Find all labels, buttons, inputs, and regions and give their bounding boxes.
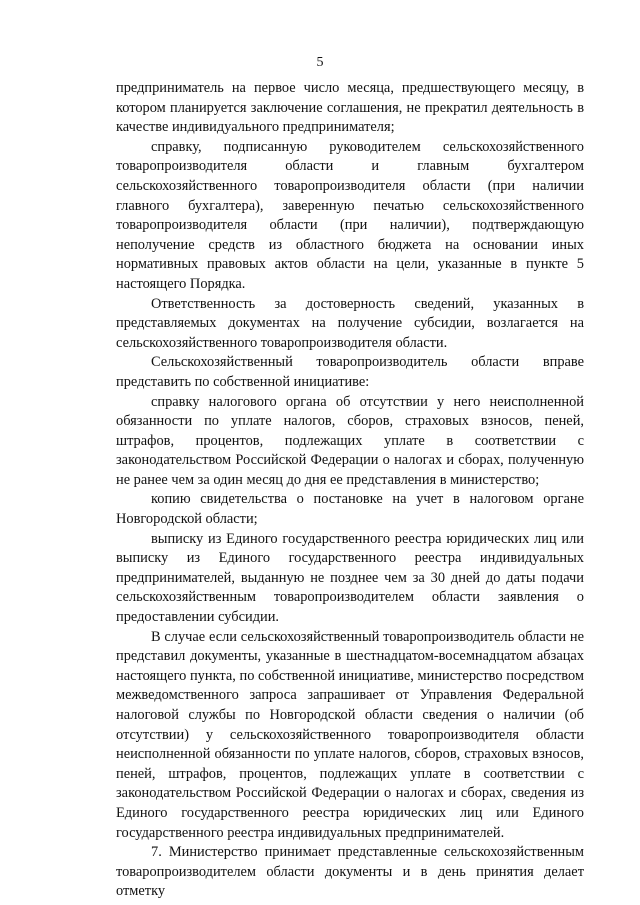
paragraph: Ответственность за достоверность сведений, указанных в представляемых документах на получение субсидии, возлагается на сельскохозяйственного товаропроизводителя области.	[116, 295, 584, 351]
paragraph: Сельскохозяйственный товаропроизводитель области вправе представить по собственной инициативе:	[116, 354, 584, 390]
paragraph: В случае если сельскохозяйственный товаропроизводитель области не представил документы, указанные в шестнадцатом-восемнадцатом абзацах настоящего пункта, по собственной инициативе, министерство посредством межведомственного запроса запрашивает от Управления Федеральной налоговой службы по Новгородской области сведения о наличии (об отсутствии) у сельскохозяйственного товаропроизводителя области неисполненной обязанности по уплате налогов, сборов, страховых взносов, пеней, штрафов, процентов, подлежащих уплате в соответствии с законодательством Российской Федерации о налогах и сборах, сведения из Единого государственного реестра юридических лиц или Единого государственного реестра индивидуальных предпринимателей.	[116, 628, 584, 841]
body-text	[116, 79, 584, 902]
paragraph: справку налогового органа об отсутствии у него неисполненной обязанности по уплате налогов, сборов, страховых взносов, пеней, штрафов, процентов, подлежащих уплате в соответствии с законодательством Российской Федерации о налогах и сборах, полученную не ранее чем за один месяц до дня ее представления в министерство;	[116, 393, 584, 488]
paragraph: предприниматель на первое число месяца, предшествующего месяцу, в котором планируется заключение соглашения, не прекратил деятельность в качестве индивидуального предпринимателя;	[116, 80, 584, 136]
paragraph: справку, подписанную руководителем сельскохозяйственного товаропроизводителя области и главным бухгалтером сельскохозяйственного товаропроизводителя области (при наличии главного бухгалтера), заверенную печатью сельскохозяйственного товаропроизводителя области (при наличии), подтверждающую неполучение средств из областного бюджета на основании иных нормативных правовых актов области на цели, указанные в пункте 5 настоящего Порядка.	[116, 138, 584, 292]
paragraph: 7. Министерство принимает представленные сельскохозяйственным товаропроизводителем области документы и в день принятия делает отметку	[116, 844, 584, 900]
paragraph: копию свидетельства о постановке на учет в налоговом органе Новгородской области;	[116, 491, 584, 528]
paragraph: выписку из Единого государственного реестра юридических лиц или выписку из Единого государственного реестра индивидуальных предпринимателей, выданную не позднее чем за 30 дней до даты подачи сельскохозяйственным товаропроизводителем области заявления о предоставлении субсидии.	[116, 530, 584, 626]
page-number: 5	[316, 55, 324, 70]
